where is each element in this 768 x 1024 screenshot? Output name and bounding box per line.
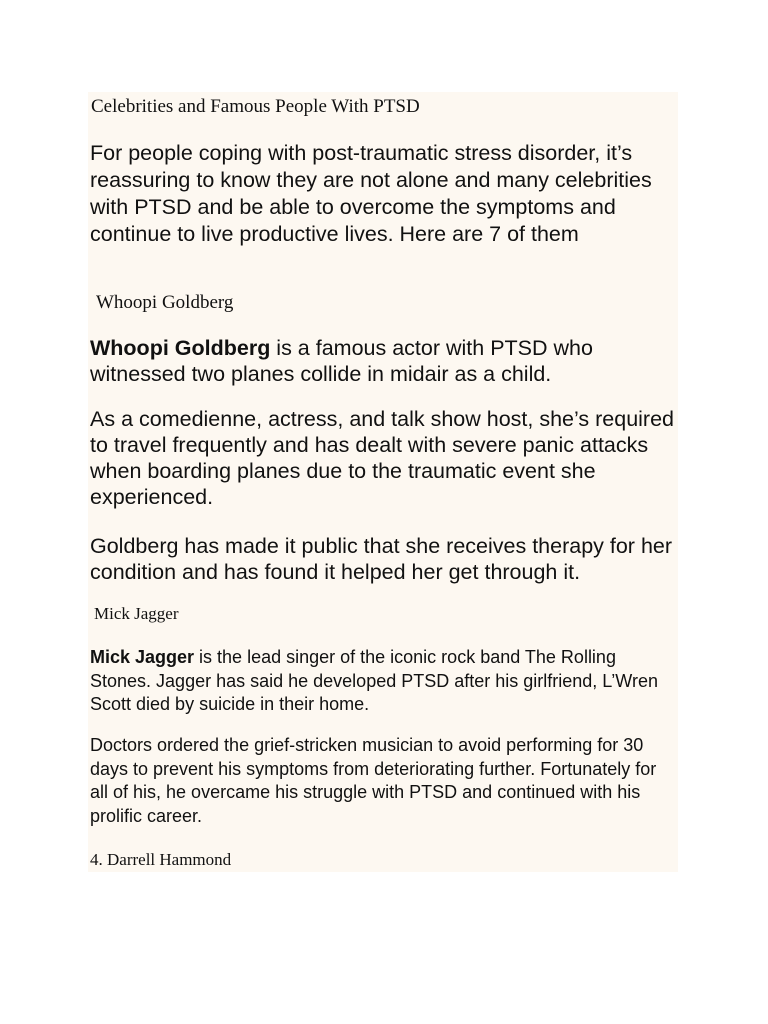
section-heading-mick-jagger: Mick Jagger xyxy=(94,604,179,623)
mick-paragraph-2: Doctors ordered the grief-stricken musician to avoid performing for 30 days to prevent his symptoms from deteriorating further. Fortunately for all of his, he overcame his struggle with PTSD and continued with his prolific career. xyxy=(90,735,657,826)
section-heading-darrell-hammond: 4. Darrell Hammond xyxy=(90,850,232,869)
whoopi-paragraph-1 xyxy=(90,335,676,387)
document-page xyxy=(88,92,678,872)
whoopi-name-bold: Whoopi Goldberg xyxy=(90,336,271,360)
mick-paragraph-1 xyxy=(90,646,678,717)
mick-paragraph-1-text: is the lead singer of the iconic rock band The Rolling Stones. Jagger has said he developed PTSD after his girlfriend, L’Wren Scott died by suicide in their home. xyxy=(90,647,658,714)
whoopi-paragraph-1-text: is a famous actor with PTSD who witnessed two planes collide in midair as a child. xyxy=(90,336,593,386)
intro-paragraph: For people coping with post-traumatic stress disorder, it’s reassuring to know they are not alone and many celebrities with PTSD and be able to overcome the symptoms and continue to live productive lives. Here are 7 of them xyxy=(90,141,652,246)
whoopi-paragraph-2: As a comedienne, actress, and talk show host, she’s required to travel frequently and has dealt with severe panic attacks when boarding planes due to the traumatic event she experienced. xyxy=(90,407,675,509)
document-title: Celebrities and Famous People With PTSD xyxy=(91,96,420,117)
mick-name-bold: Mick Jagger xyxy=(90,647,195,667)
whoopi-paragraph-3: Goldberg has made it public that she receives therapy for her condition and has found it helped her get through it. xyxy=(90,534,673,584)
section-heading-whoopi-goldberg: Whoopi Goldberg xyxy=(96,292,234,313)
